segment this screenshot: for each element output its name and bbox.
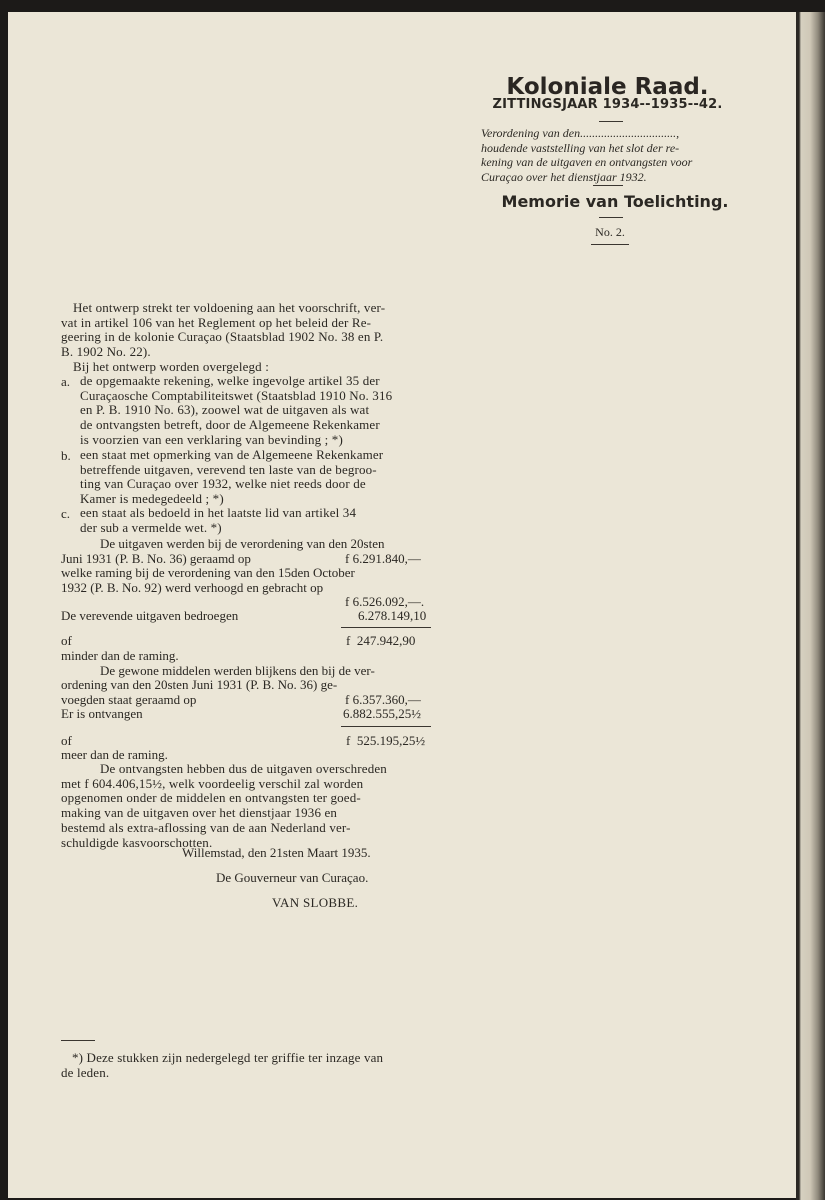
expenses-initial-amount: f 6.291.840,—: [345, 551, 421, 566]
body-line: schuldigde kasvoorschotten.: [61, 834, 213, 850]
sum-rule-revenue: [341, 726, 431, 727]
expenses-line: De uitgaven werden bij de verordening van den 20sten: [100, 536, 385, 551]
settled-expenses-amount: 6.278.149,10: [358, 608, 427, 623]
subject-line: kening van de uitgaven en ontvangsten voor: [481, 155, 693, 169]
place-date: Willemstad, den 21sten Maart 1935.: [182, 845, 371, 860]
subject-line: houdende vaststelling van het slot der re-: [481, 140, 680, 155]
body-line: Bij het ontwerp worden overgelegd :: [73, 358, 269, 374]
footnote-line: *) Deze stukken zijn nedergelegd ter griffie ter inzage van: [72, 1050, 384, 1065]
expenses-difference: f 247.942,90: [346, 633, 416, 648]
footnote-rule: [61, 1040, 95, 1041]
body-line: de opgemaakte rekening, welke ingevolge artikel 35 der: [80, 373, 380, 388]
body-line: vat in artikel 106 van het Reglement op het beleid der Re-: [61, 314, 372, 330]
body-line: is voorzien van een verklaring van bevinding ; *): [80, 431, 343, 447]
book-spine: [796, 12, 825, 1200]
body-line: en P. B. 1910 No. 63), zoowel wat de uitgaven als wat: [80, 402, 370, 418]
revenue-difference-note: meer dan de raming.: [61, 747, 168, 762]
header-rule-3: [599, 217, 623, 218]
body-line: De ontvangsten hebben dus de uitgaven overschreden: [100, 761, 387, 776]
item-a: [80, 374, 392, 448]
body-line: betreffende uitgaven, verevend ten laste van de begroo-: [80, 461, 377, 477]
expenses-raised-amount: f 6.526.092,—.: [345, 594, 425, 609]
expenses-line: welke raming bij de verordening van den 15den October: [61, 565, 355, 580]
body-line: Curaçaosche Comptabiliteitswet (Staatsblad 1910 No. 316: [80, 387, 393, 403]
subject-line: Verordening van den................................,: [481, 126, 680, 140]
revenue-line: De gewone middelen werden blijkens den bij de ver-: [100, 663, 375, 678]
revenue-line: Er is ontvangen: [61, 706, 143, 721]
revenue-difference: f 525.195,25½: [346, 733, 426, 748]
revenue-of-label: of: [61, 733, 72, 748]
body-line: Het ontwerp strekt ter voldoening aan het voorschrift, ver-: [73, 300, 386, 315]
settled-expenses-label-visible: De verevende uitgaven bedroegen: [61, 608, 239, 623]
body-line: B. 1902 No. 22).: [61, 344, 151, 360]
expenses-difference-note: minder dan de raming.: [61, 648, 179, 663]
body-line: met f 604.406,15½, welk voordeelig verschil zal worden: [61, 775, 364, 791]
expenses-line: Juni 1931 (P. B. No. 36) geraamd op: [61, 551, 251, 566]
revenue-line: ordening van den 20sten Juni 1931 (P. B. No. 36) ge-: [61, 677, 338, 692]
body-line: opgenomen onder de middelen en ontvangsten ter goed-: [61, 790, 361, 806]
body-line: een staat met opmerking van de Algemeene Rekenkamer: [80, 447, 384, 462]
sum-rule-expenses: [341, 627, 431, 628]
body-line: der sub a vermelde wet. *): [80, 519, 222, 535]
subject-block: [481, 126, 692, 184]
body-line: ting van Curaçao over 1932, welke niet reeds door de: [80, 476, 366, 492]
body-line: Kamer is medegedeeld ; *): [80, 491, 224, 507]
body-line: making van de uitgaven over het dienstjaar 1936 en: [61, 805, 338, 821]
signatory-name: VAN SLOBBE.: [272, 895, 359, 910]
council-title: Koloniale Raad.: [506, 74, 709, 100]
body-line: geering in de kolonie Curaçao (Staatsblad 1902 No. 38 en P.: [61, 329, 384, 345]
item-marker-b: b.: [61, 448, 71, 463]
footnote: [61, 1051, 383, 1080]
subject-line: Curaçao over het dienstjaar 1932.: [481, 169, 647, 184]
signatory-office: De Gouverneur van Curaçao.: [216, 870, 369, 885]
conclusion-paragraph: [61, 762, 387, 850]
revenue-estimated-amount: f 6.357.360,—: [345, 692, 421, 707]
header-rule-4: [591, 244, 629, 245]
revenue-line: voegden staat geraamd op: [61, 692, 197, 707]
document-number: No. 2.: [595, 225, 625, 239]
body-line: de ontvangsten betreft, door de Algemeene Rekenkamer: [80, 417, 380, 433]
item-c: [80, 506, 356, 535]
body-line: bestemd als extra-aflossing van de aan Nederland ver-: [61, 819, 351, 835]
expenses-of-label: of: [61, 633, 72, 648]
expenses-line: 1932 (P. B. No. 92) werd verhoogd en gebracht op: [61, 580, 324, 595]
body-line: een staat als bedoeld in het laatste lid van artikel 34: [80, 505, 357, 520]
session-year: ZITTINGSJAAR 1934--1935--42.: [492, 97, 723, 112]
item-b: [80, 448, 383, 507]
item-marker-a: a.: [61, 374, 71, 389]
header-rule-1: [599, 121, 623, 122]
header-rule-2: [593, 185, 623, 186]
intro-paragraph: [61, 301, 385, 375]
item-marker-c: c.: [61, 506, 71, 521]
document-title: Memorie van Toelichting.: [501, 192, 729, 211]
footnote-line: de leden.: [61, 1064, 110, 1080]
revenue-received-amount: 6.882.555,25½: [343, 706, 421, 721]
